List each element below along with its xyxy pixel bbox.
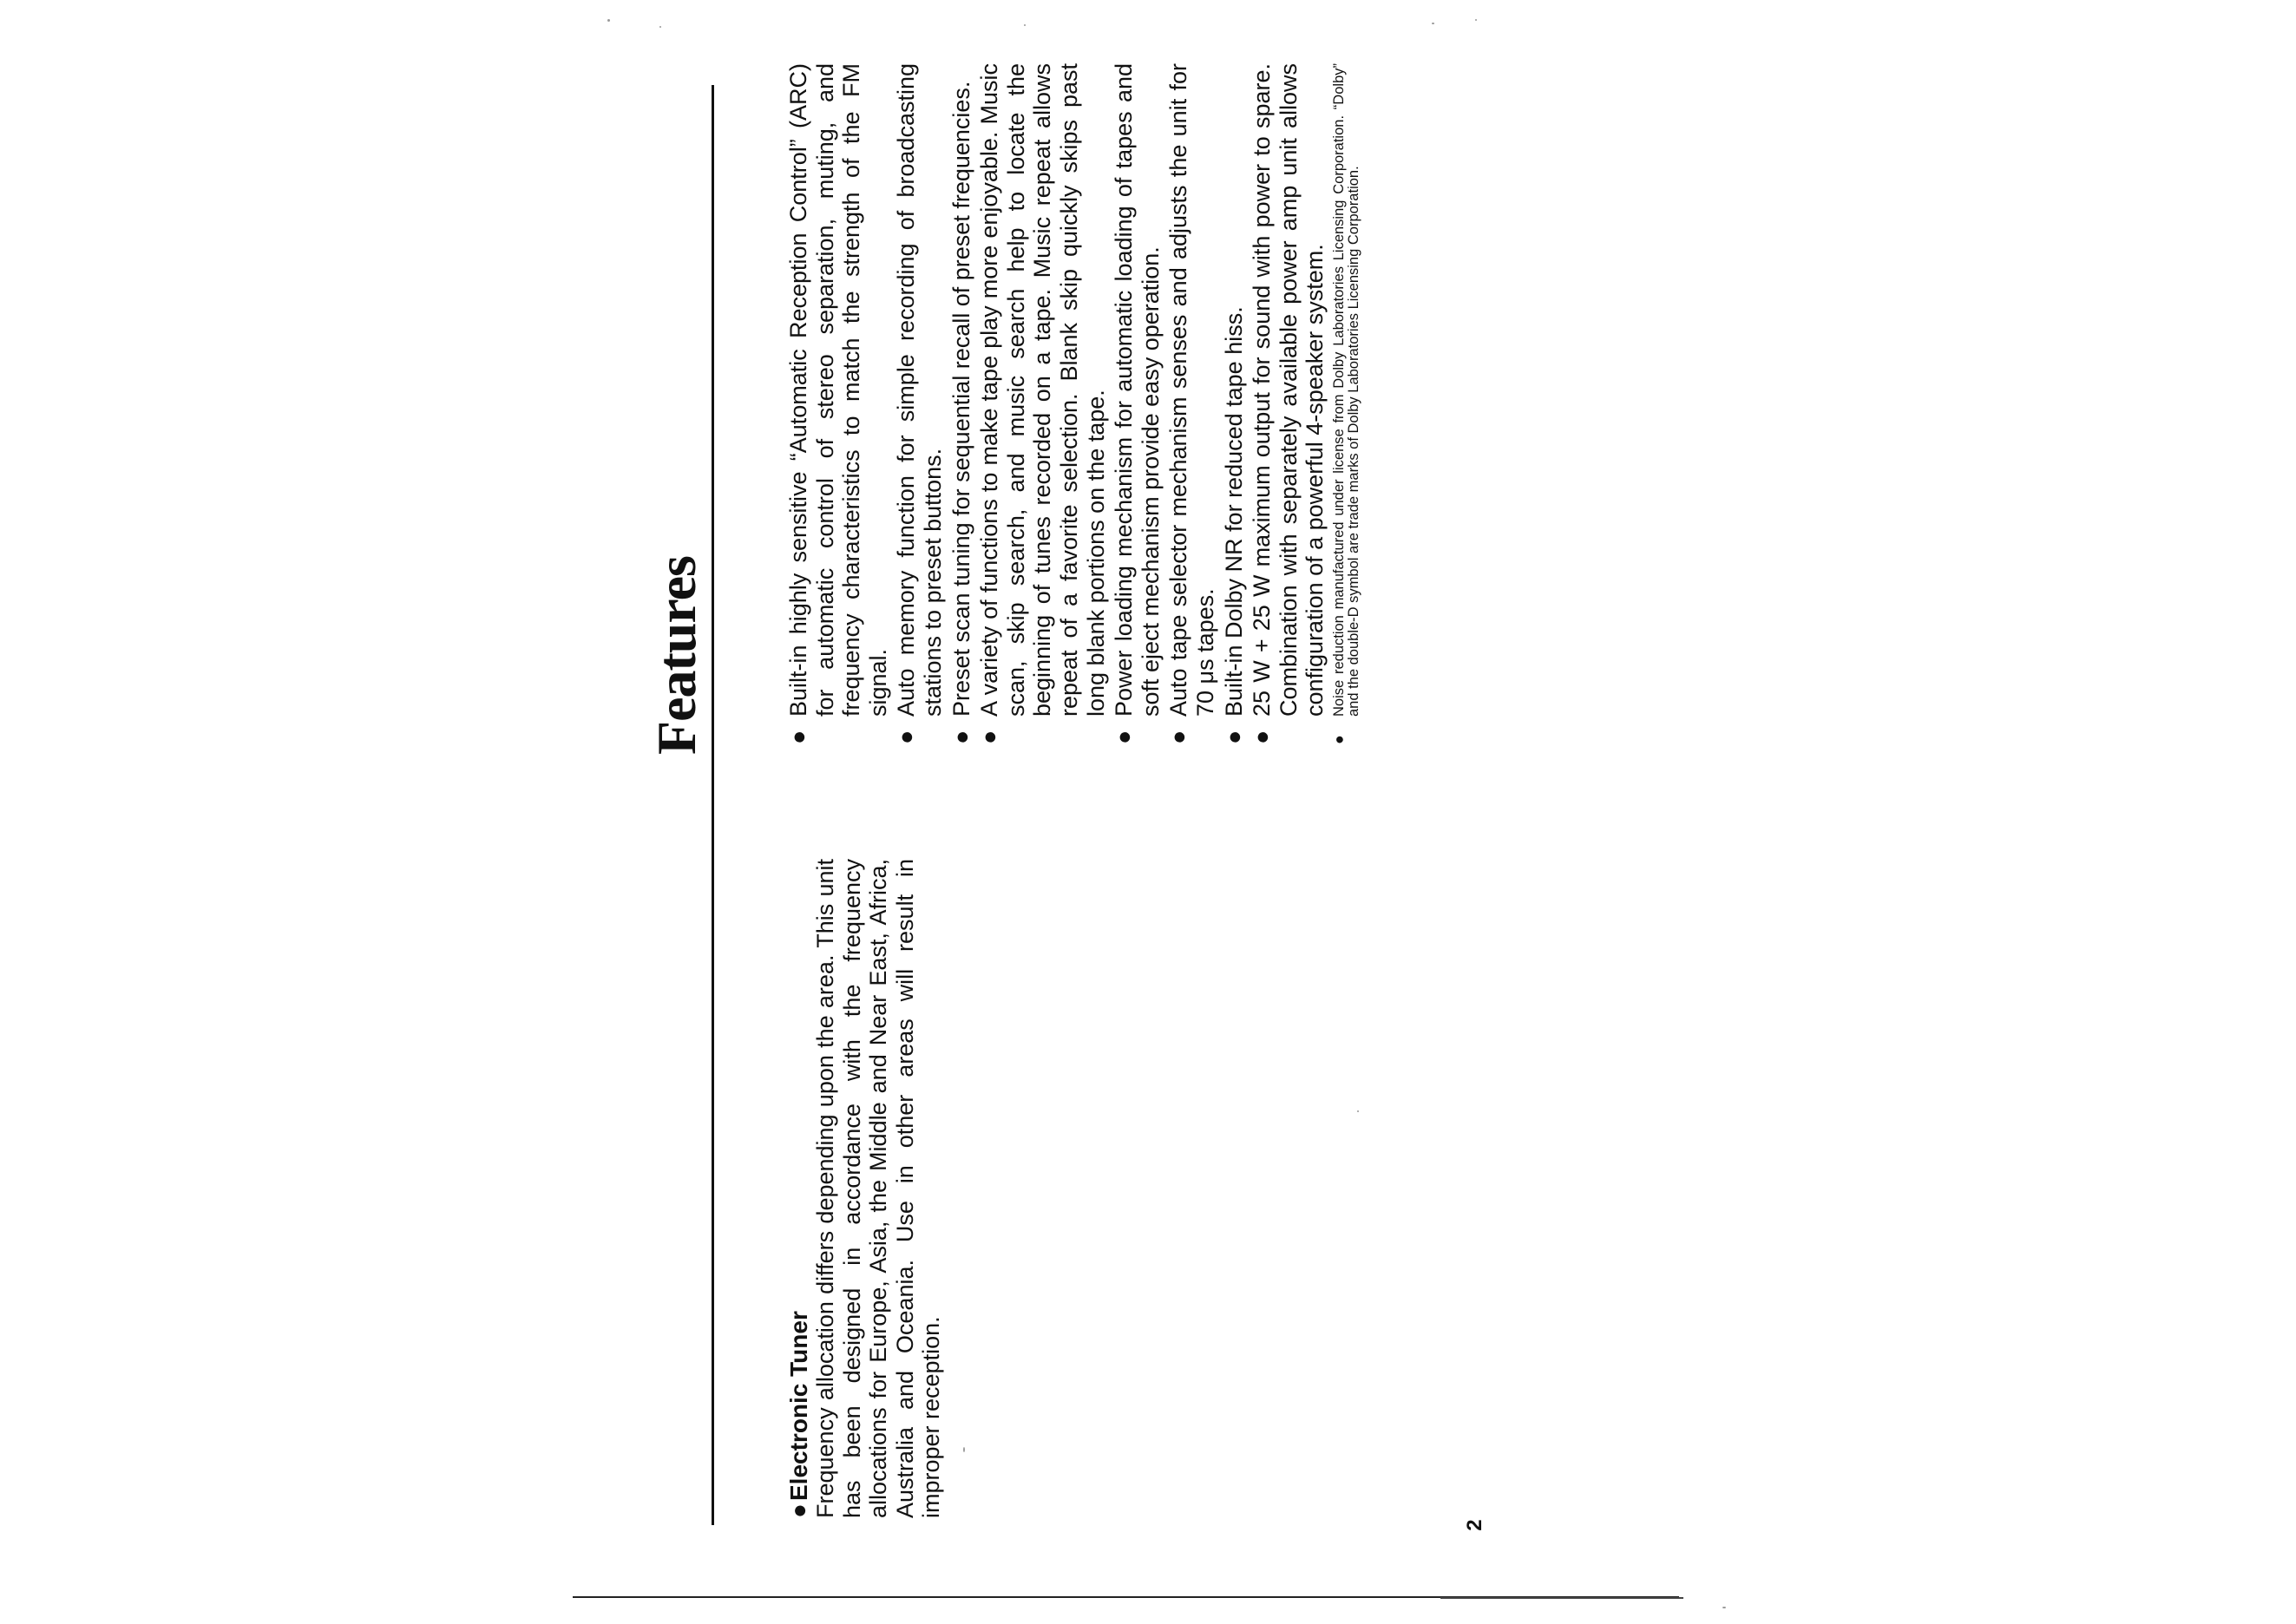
scan-speck: [1432, 23, 1434, 24]
scan-speck: [1024, 24, 1026, 26]
bullet-icon: ●: [785, 730, 811, 744]
list-item: [893, 63, 946, 744]
list-item: [1221, 63, 1248, 744]
bullet-icon: ●: [948, 730, 974, 744]
bullet-icon: ●: [785, 1503, 812, 1518]
bullet-icon: ●: [976, 730, 1003, 744]
scan-speck: [1357, 1110, 1359, 1112]
bullet-icon: ●: [1165, 730, 1192, 744]
scan-speck: [1475, 19, 1477, 21]
bullet-icon: ●: [1220, 730, 1247, 744]
list-item: [948, 63, 975, 744]
footnote-text: Noise reduction manufactured under license from Dolby Laboratories Licensing Corporation. “Dolby” and the double-D symbol are trade marks of Dolby Laboratories Licensing Corporation.: [1330, 63, 1361, 717]
list-item: [1111, 63, 1164, 744]
tuner-heading: [785, 859, 812, 1518]
scan-speck: [963, 1447, 965, 1452]
bullet-icon: ●: [1249, 730, 1276, 744]
scan-speck: [1722, 1607, 1726, 1608]
scan-speck: [607, 19, 610, 22]
list-item: [1165, 63, 1218, 744]
feature-text: A variety of functions to make tape play more enjoyable. Music scan, skip search, and music search help to locate the beginning of tunes recorded on a tape. Music repeat allows repeat of a favorite selection. Blank skip quickly skips past long blank portions on the tape.: [976, 63, 1109, 717]
feature-text: Power loading mechanism for automatic loading of tapes and soft eject mechanism provide easy operation.: [1111, 63, 1164, 717]
feature-text: Preset scan tuning for sequential recall of preset frequencies.: [948, 81, 974, 717]
electronic-tuner-section: [785, 859, 945, 1518]
page-number-box: [1458, 1508, 1492, 1542]
header-rule: [712, 85, 714, 1525]
footnote-item: [1329, 63, 1361, 744]
page-title: Features: [646, 556, 707, 755]
list-item: [976, 63, 1109, 744]
list-item: [785, 63, 891, 744]
feature-text: Auto tape selector mechanism senses and adjusts the unit for 70 μs tapes.: [1165, 63, 1218, 717]
feature-text: 25 W + 25 W maximum output for sound with power to spare. Combination with separately available power amp unit allows configuration of a powerful 4-speaker system.: [1249, 63, 1328, 717]
tuner-heading-text: Electronic Tuner: [785, 1311, 812, 1501]
title-block: [638, 425, 716, 755]
bullet-icon: ●: [893, 730, 920, 744]
footer-rule-segment: [1440, 1597, 1683, 1599]
scan-speck: [659, 26, 661, 28]
page-number: 2: [1463, 1519, 1486, 1531]
feature-text: Built-in Dolby NR for reduced tape hiss.: [1220, 306, 1247, 717]
feature-text: Auto memory function for simple recording of broadcasting stations to preset buttons.: [893, 63, 946, 717]
bullet-icon: ●: [1329, 735, 1348, 744]
features-list: [785, 63, 1361, 744]
bullet-icon: ●: [1111, 730, 1138, 744]
tuner-paragraph: Frequency allocation differs depending upon the area. This unit has been designed in accordance with the frequency allocations for Europe, Asia, the Middle and Near East, Africa, Australia and Oceania. Use in other areas will result in improper reception.: [812, 859, 945, 1518]
feature-text: Built-in highly sensitive “Automatic Reception Control” (ARC) for automatic control of stereo separation, muting, and frequency characteristics to match the strength of the FM signal.: [785, 63, 891, 717]
list-item: [1249, 63, 1328, 744]
features-list-section: [785, 63, 1362, 744]
